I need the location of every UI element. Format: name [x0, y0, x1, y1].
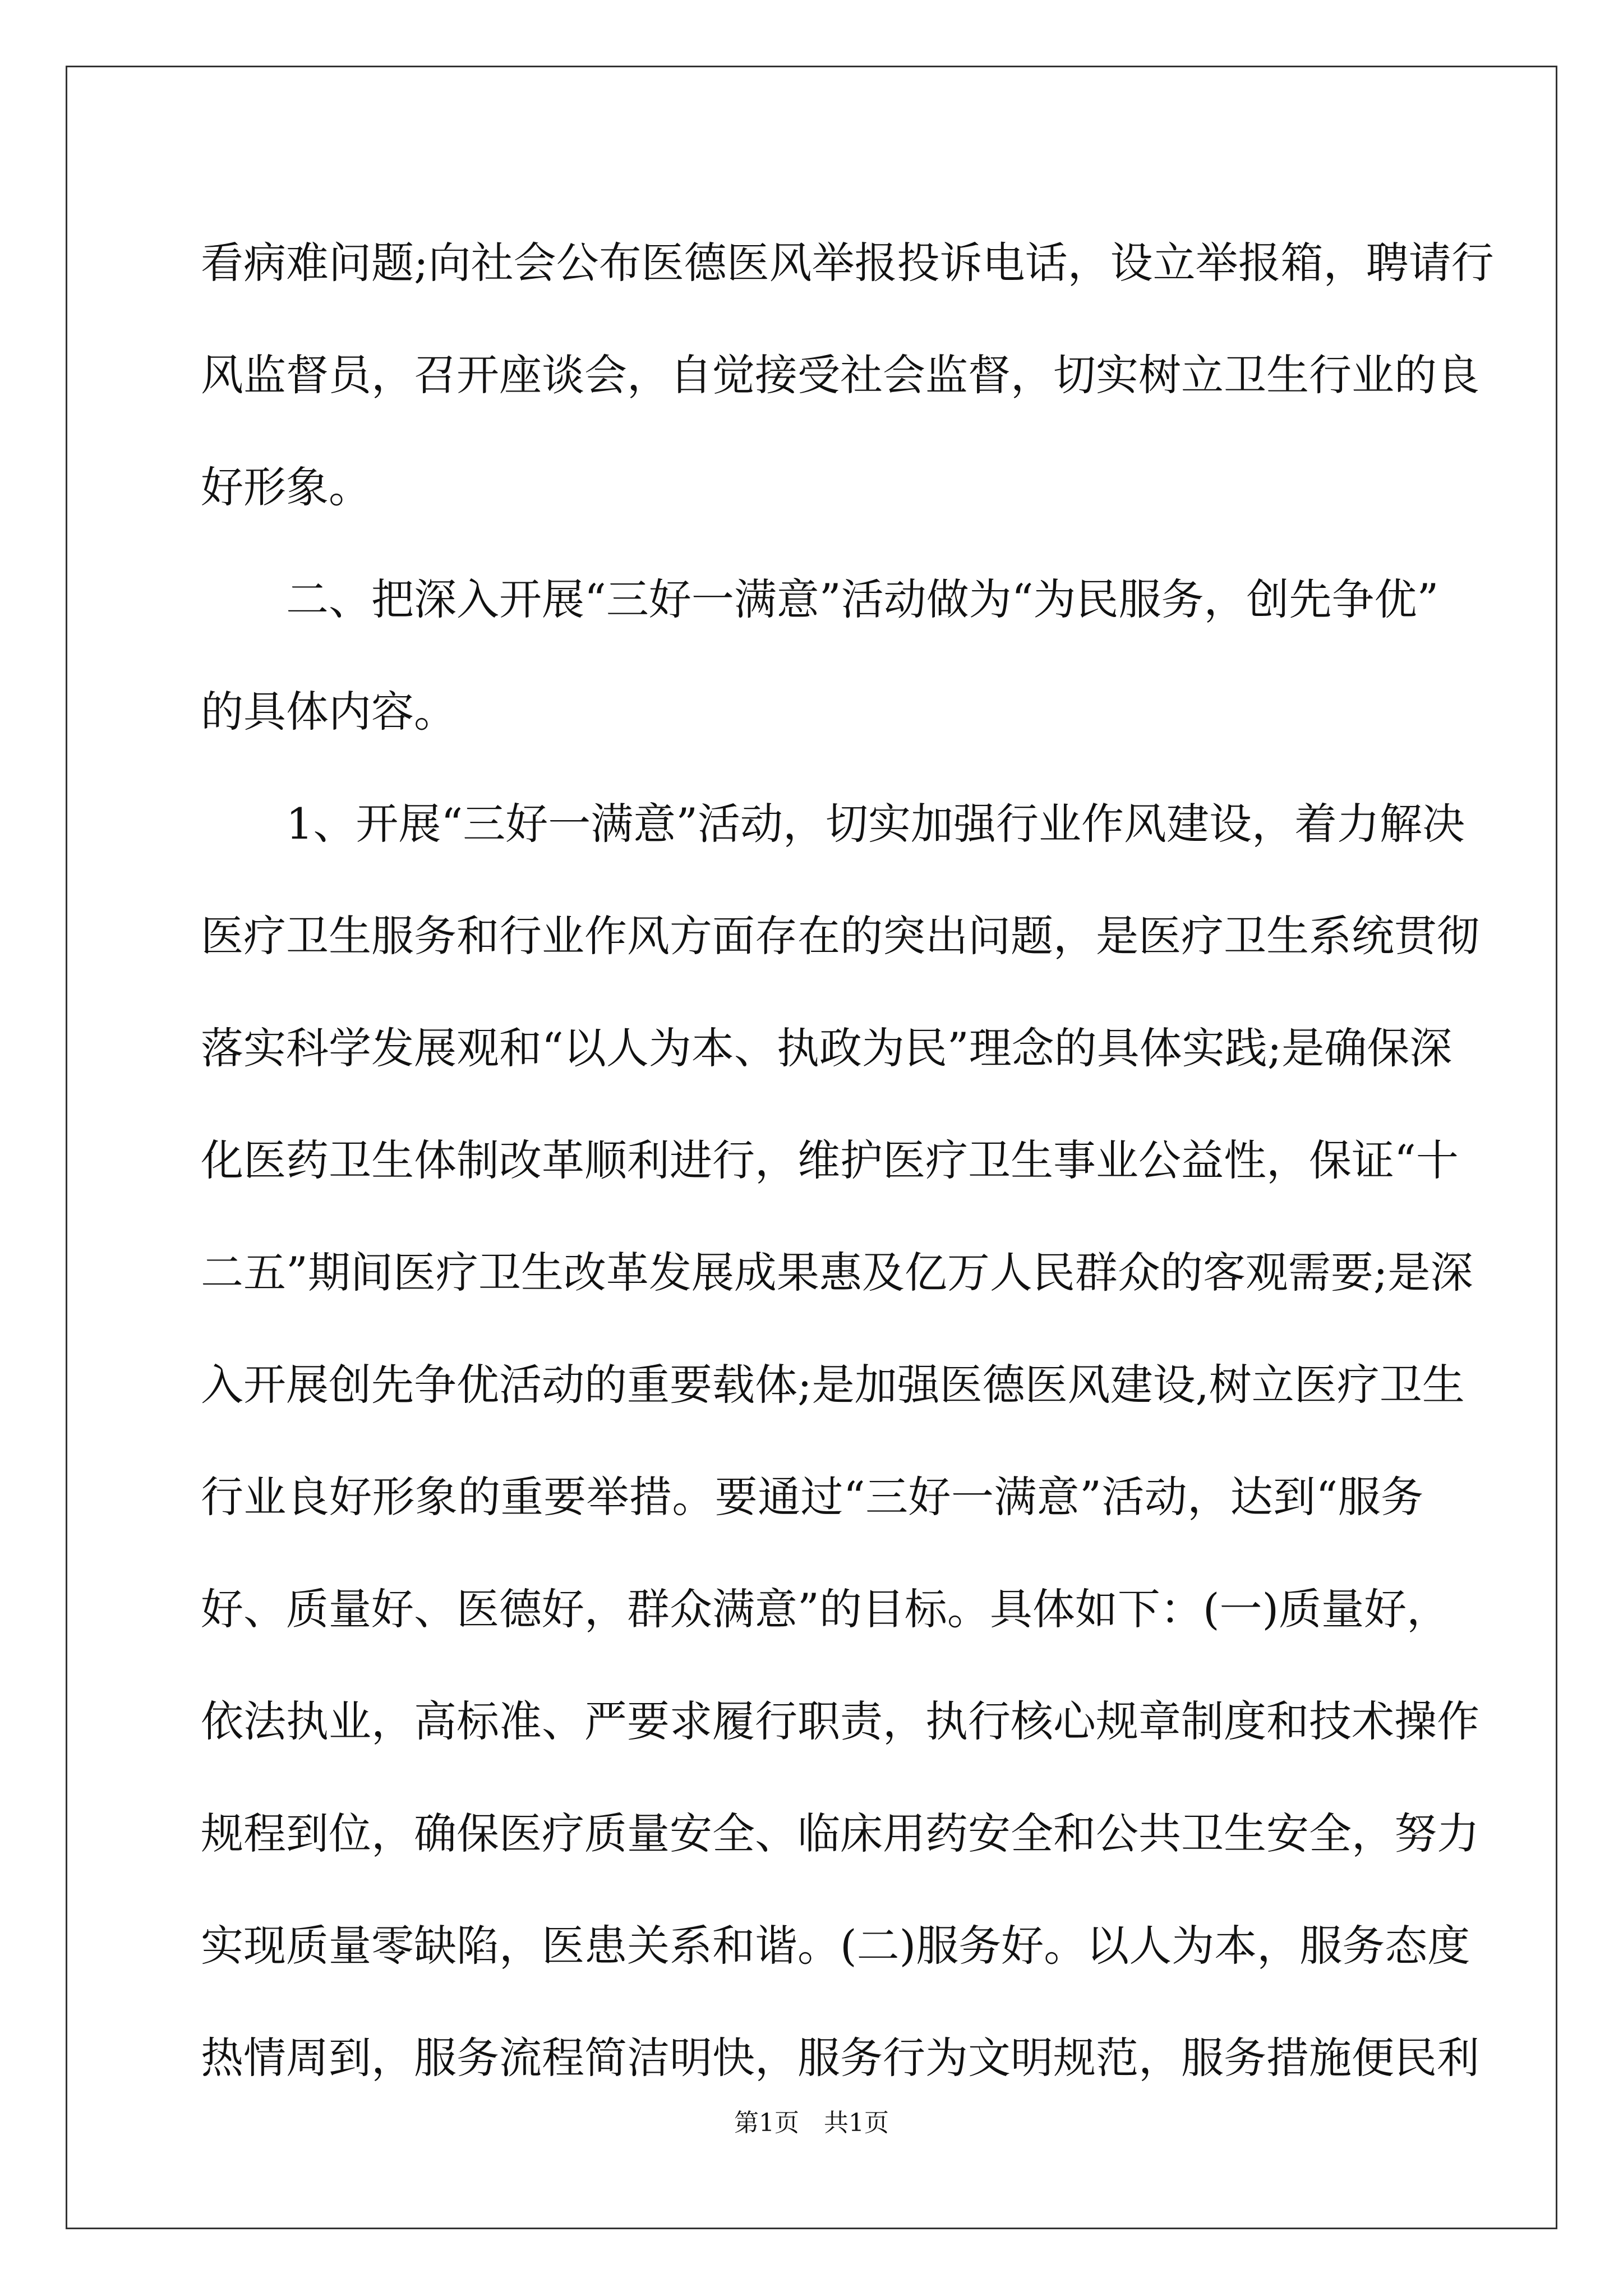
text-line: 规程到位，确保医疗质量安全、临床用药安全和公共卫生安全，努力 — [201, 1809, 1479, 1858]
text-line: 医疗卫生服务和行业作风方面存在的突出问题，是医疗卫生系统贯彻 — [201, 911, 1479, 961]
text-line: 1、开展“三好一满意”活动，切实加强行业作风建设，着力解决 — [201, 799, 1465, 849]
text-line: 依法执业，高标准、严要求履行职责，执行核心规章制度和技术操作 — [201, 1696, 1479, 1746]
text-line: 热情周到，服务流程简洁明快，服务行为文明规范，服务措施便民利 — [201, 2033, 1479, 2083]
text-line: 落实科学发展观和“以人为本、执政为民”理念的具体实践;是确保深 — [201, 1023, 1453, 1073]
text-line: 好形象。 — [201, 462, 371, 512]
text-line: 入开展创先争优活动的重要载体;是加强医德医风建设,树立医疗卫生 — [201, 1360, 1465, 1410]
text-line: 看病难问题;向社会公布医德医风举报投诉电话，设立举报箱，聘请行 — [201, 238, 1494, 288]
page-footer: 第1页 共1页 — [734, 2109, 889, 2137]
text-line: 行业良好形象的重要举措。要通过“三好一满意”活动，达到“服务 — [201, 1472, 1423, 1522]
text-line: 实现质量零缺陷，医患关系和谐。(二)服务好。以人为本，服务态度 — [201, 1921, 1470, 1971]
text-line: 风监督员，召开座谈会，自觉接受社会监督，切实树立卫生行业的良 — [201, 350, 1479, 400]
text-line: 的具体内容。 — [201, 687, 457, 737]
text-line: 好、质量好、医德好，群众满意”的目标。具体如下：(一)质量好， — [201, 1584, 1450, 1634]
text-line: 二五”期间医疗卫生改革发展成果惠及亿万人民群众的客观需要;是深 — [201, 1248, 1473, 1297]
document-body — [201, 207, 1494, 2114]
text-line: 二、把深入开展“三好一满意”活动做为“为民服务，创先争优” — [201, 574, 1439, 624]
text-line: 化医药卫生体制改革顺利进行，维护医疗卫生事业公益性，保证“十 — [201, 1135, 1459, 1185]
